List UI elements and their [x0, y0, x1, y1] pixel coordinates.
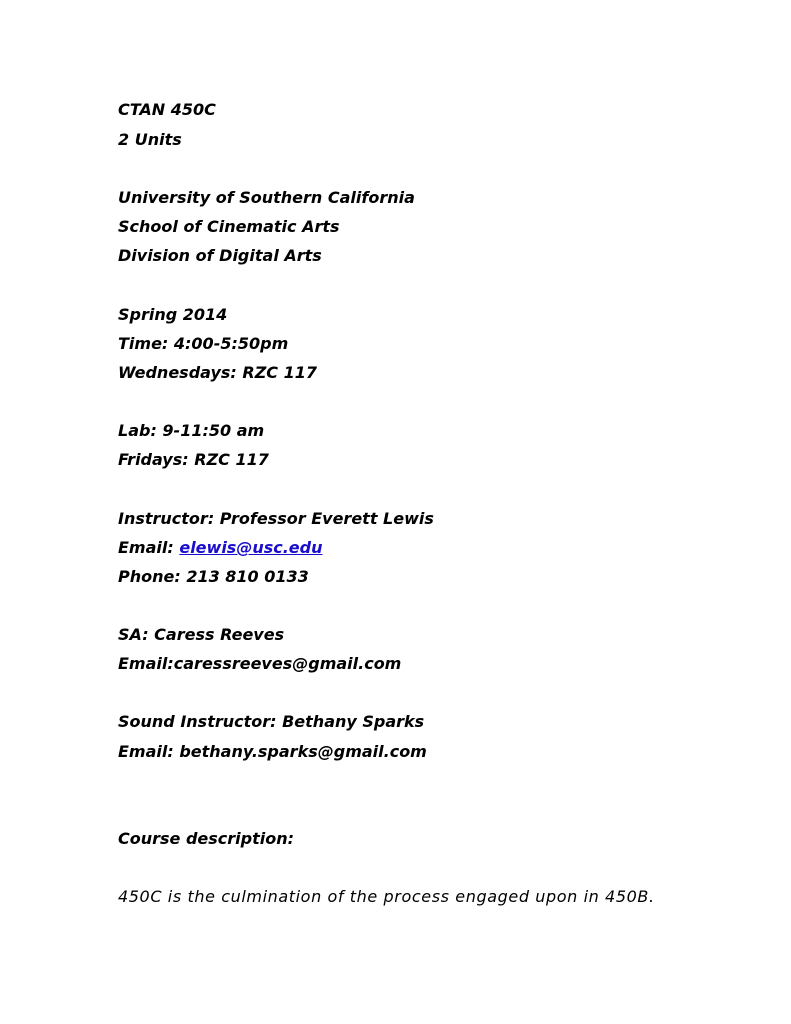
- lab-time: Lab: 9-11:50 am: [118, 421, 265, 440]
- course-description-text: 450C is the culmination of the process engaged upon in 450B.: [118, 887, 655, 906]
- instructor-email-label: Email:: [118, 538, 180, 557]
- term: Spring 2014: [118, 305, 228, 324]
- class-time: Time: 4:00-5:50pm: [118, 334, 289, 353]
- sound-instructor-email: Email: bethany.sparks@gmail.com: [118, 742, 427, 761]
- division-name: Division of Digital Arts: [118, 246, 322, 265]
- sound-instructor-name: Sound Instructor: Bethany Sparks: [118, 712, 425, 731]
- school-name: School of Cinematic Arts: [118, 217, 340, 236]
- instructor-email-link[interactable]: elewis@usc.edu: [179, 538, 323, 557]
- class-location: Wednesdays: RZC 117: [118, 363, 318, 382]
- sa-name: SA: Caress Reeves: [118, 625, 285, 644]
- course-description-heading: Course description:: [118, 829, 295, 848]
- lab-location: Fridays: RZC 117: [118, 450, 269, 469]
- instructor-email-line: [118, 538, 323, 558]
- instructor-name: Instructor: Professor Everett Lewis: [118, 509, 434, 528]
- sa-email: Email:caressreeves@gmail.com: [118, 654, 402, 673]
- university-name: University of Southern California: [118, 188, 415, 207]
- course-units: 2 Units: [118, 130, 182, 149]
- instructor-phone: Phone: 213 810 0133: [118, 567, 309, 586]
- course-code: CTAN 450C: [118, 100, 216, 119]
